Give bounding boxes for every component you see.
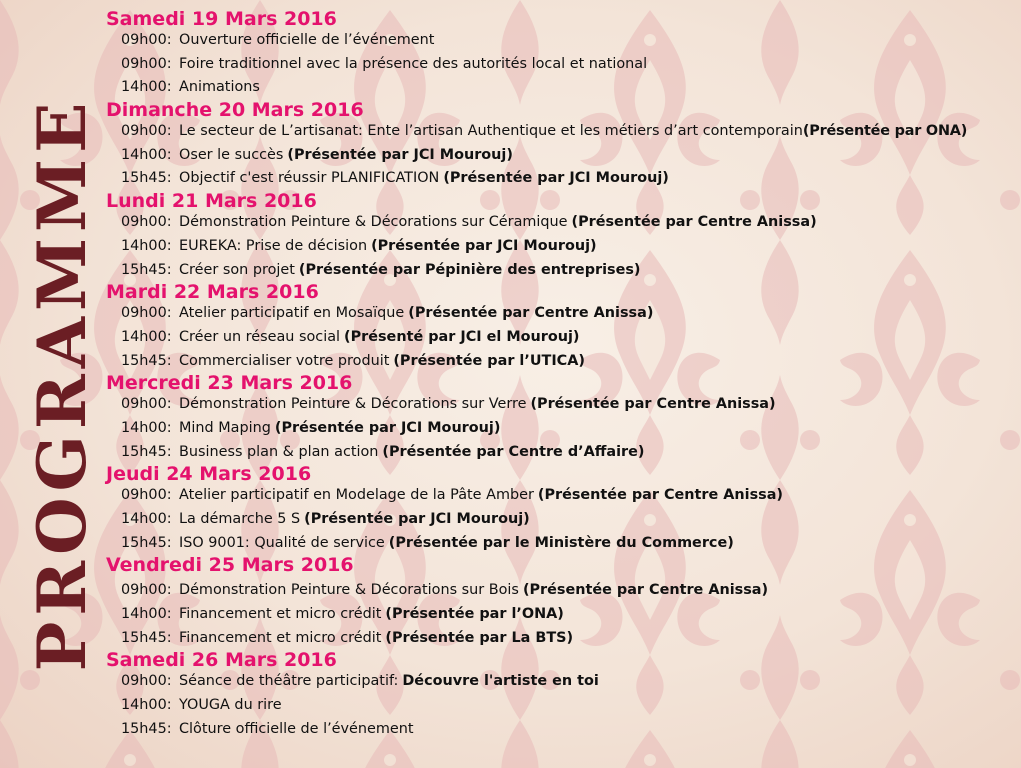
event-presenter: (Présentée par Centre d’Affaire) bbox=[382, 443, 645, 460]
event-row bbox=[106, 144, 1018, 168]
event-text: Créer un réseau social bbox=[179, 328, 341, 345]
event-text: Foire traditionnel avec la présence des autorités local et national bbox=[179, 55, 648, 72]
event-text: Ouverture officielle de l’événement bbox=[179, 32, 435, 48]
event-text: Oser le succès bbox=[179, 146, 284, 163]
event-presenter: (Présentée par JCI Mourouj) bbox=[274, 419, 501, 436]
event-row bbox=[106, 627, 1018, 651]
event-time: 09h00: bbox=[121, 673, 172, 690]
event-row bbox=[106, 393, 1018, 417]
event-time: 14h00: bbox=[121, 606, 172, 623]
event-text: Clôture officielle de l’événement bbox=[179, 720, 414, 737]
event-row bbox=[106, 694, 1018, 718]
event-row bbox=[106, 603, 1018, 627]
event-text: Démonstration Peinture & Décorations sur Céramique bbox=[179, 214, 568, 231]
day-block bbox=[106, 191, 1018, 282]
event-text: EUREKA: Prise de décision bbox=[179, 237, 368, 254]
event-presenter: (Présenté par JCI el Mourouj) bbox=[344, 328, 580, 345]
event-time: 15h45: bbox=[121, 629, 172, 646]
event-time: 09h00: bbox=[121, 55, 172, 72]
event-time: 14h00: bbox=[121, 511, 172, 527]
event-time: 15h45: bbox=[121, 170, 172, 187]
day-block bbox=[106, 555, 1018, 650]
event-row bbox=[106, 211, 1018, 235]
day-title: Vendredi 25 Mars 2016 bbox=[106, 554, 354, 577]
day-title: Mercredi 23 Mars 2016 bbox=[106, 372, 353, 395]
event-text: Démonstration Peinture & Décorations sur Verre bbox=[179, 396, 527, 413]
event-presenter: (Présentée par Centre Anissa) bbox=[530, 396, 776, 413]
event-row bbox=[106, 259, 1018, 283]
event-time: 09h00: bbox=[121, 582, 172, 599]
event-presenter: (Présentée par JCI Mourouj) bbox=[304, 511, 530, 527]
programme-list bbox=[106, 9, 1018, 742]
event-row bbox=[106, 670, 1018, 694]
event-time: 14h00: bbox=[121, 237, 172, 254]
event-row bbox=[106, 302, 1018, 326]
event-text: Commercialiser votre produit bbox=[179, 352, 390, 369]
programme-title: PROGRAMME bbox=[23, 96, 101, 672]
event-text: La démarche 5 S bbox=[179, 511, 301, 527]
event-presenter: (Présentée par le Ministère du Commerce) bbox=[388, 534, 734, 551]
event-presenter: (Présentée par Centre Anissa) bbox=[408, 305, 654, 322]
event-presenter: (Présentée par Centre Anissa) bbox=[522, 582, 769, 599]
event-row bbox=[106, 76, 1018, 100]
event-text: ISO 9001: Qualité de service bbox=[179, 534, 385, 551]
event-row bbox=[106, 484, 1018, 508]
event-time: 09h00: bbox=[121, 32, 172, 48]
event-time: 09h00: bbox=[121, 305, 172, 322]
event-row bbox=[106, 508, 1018, 532]
event-row bbox=[106, 579, 1018, 603]
day-title: Mardi 22 Mars 2016 bbox=[106, 281, 319, 304]
event-presenter: (Présentée par JCI Mourouj) bbox=[443, 170, 669, 187]
event-presenter: (Présentée par JCI Mourouj) bbox=[371, 237, 597, 254]
event-text: Animations bbox=[179, 79, 260, 96]
event-presenter: (Présentée par Pépinière des entreprises) bbox=[298, 261, 641, 278]
event-row bbox=[106, 441, 1018, 465]
event-time: 09h00: bbox=[121, 123, 172, 140]
day-block bbox=[106, 464, 1018, 555]
event-time: 14h00: bbox=[121, 79, 172, 96]
event-presenter: (Présentée par JCI Mourouj) bbox=[287, 146, 513, 163]
event-time: 14h00: bbox=[121, 328, 172, 345]
event-time: 14h00: bbox=[121, 146, 172, 163]
event-row bbox=[106, 53, 1018, 77]
event-text: Atelier participatif en Modelage de la Pâte Amber bbox=[179, 487, 534, 504]
day-block bbox=[106, 282, 1018, 373]
day-block bbox=[106, 373, 1018, 464]
event-text: Financement et micro crédit bbox=[179, 606, 382, 623]
event-presenter: (Présentée par Centre Anissa) bbox=[571, 214, 817, 231]
event-time: 15h45: bbox=[121, 720, 172, 737]
day-title: Jeudi 24 Mars 2016 bbox=[106, 463, 312, 486]
event-text: Créer son projet bbox=[179, 261, 295, 278]
event-text: Objectif c'est réussir PLANIFICATION bbox=[179, 170, 440, 187]
day-title: Lundi 21 Mars 2016 bbox=[106, 190, 317, 213]
event-time: 14h00: bbox=[121, 419, 172, 436]
event-row bbox=[106, 417, 1018, 441]
event-time: 14h00: bbox=[121, 697, 172, 714]
event-presenter: Découvre l'artiste en toi bbox=[402, 673, 599, 690]
event-row bbox=[106, 29, 1018, 53]
day-title: Dimanche 20 Mars 2016 bbox=[106, 99, 364, 122]
event-text: Le secteur de L’artisanat: Ente l’artisan Authentique et les métiers d’art contemporain bbox=[179, 123, 803, 140]
event-time: 09h00: bbox=[121, 396, 172, 413]
day-title: Samedi 19 Mars 2016 bbox=[106, 8, 337, 30]
day-block bbox=[106, 650, 1018, 741]
event-row bbox=[106, 718, 1018, 742]
event-row bbox=[106, 235, 1018, 259]
event-text: Atelier participatif en Mosaïque bbox=[179, 305, 405, 322]
event-row bbox=[106, 120, 1018, 144]
event-presenter: (Présentée par l’UTICA) bbox=[393, 352, 585, 369]
event-text: Séance de théâtre participatif: bbox=[179, 673, 399, 690]
event-text: Démonstration Peinture & Décorations sur Bois bbox=[179, 582, 519, 599]
event-row bbox=[106, 532, 1018, 556]
day-block bbox=[106, 9, 1018, 100]
event-time: 15h45: bbox=[121, 443, 172, 460]
event-time: 15h45: bbox=[121, 261, 172, 278]
event-time: 09h00: bbox=[121, 214, 172, 231]
day-title: Samedi 26 Mars 2016 bbox=[106, 649, 337, 672]
event-text: Mind Maping bbox=[179, 419, 271, 436]
event-row bbox=[106, 326, 1018, 350]
event-presenter: (Présentée par Centre Anissa) bbox=[537, 487, 784, 504]
event-presenter: (Présentée par ONA) bbox=[802, 123, 968, 140]
event-time: 15h45: bbox=[121, 534, 172, 551]
event-time: 15h45: bbox=[121, 352, 172, 369]
event-row bbox=[106, 350, 1018, 374]
event-row bbox=[106, 167, 1018, 191]
event-text: Business plan & plan action bbox=[179, 443, 379, 460]
event-text: Financement et micro crédit bbox=[179, 629, 382, 646]
event-presenter: (Présentée par l’ONA) bbox=[385, 606, 564, 623]
event-text: YOUGA du rire bbox=[179, 697, 282, 714]
event-time: 09h00: bbox=[121, 487, 172, 504]
event-presenter: (Présentée par La BTS) bbox=[385, 629, 574, 646]
day-block bbox=[106, 100, 1018, 191]
